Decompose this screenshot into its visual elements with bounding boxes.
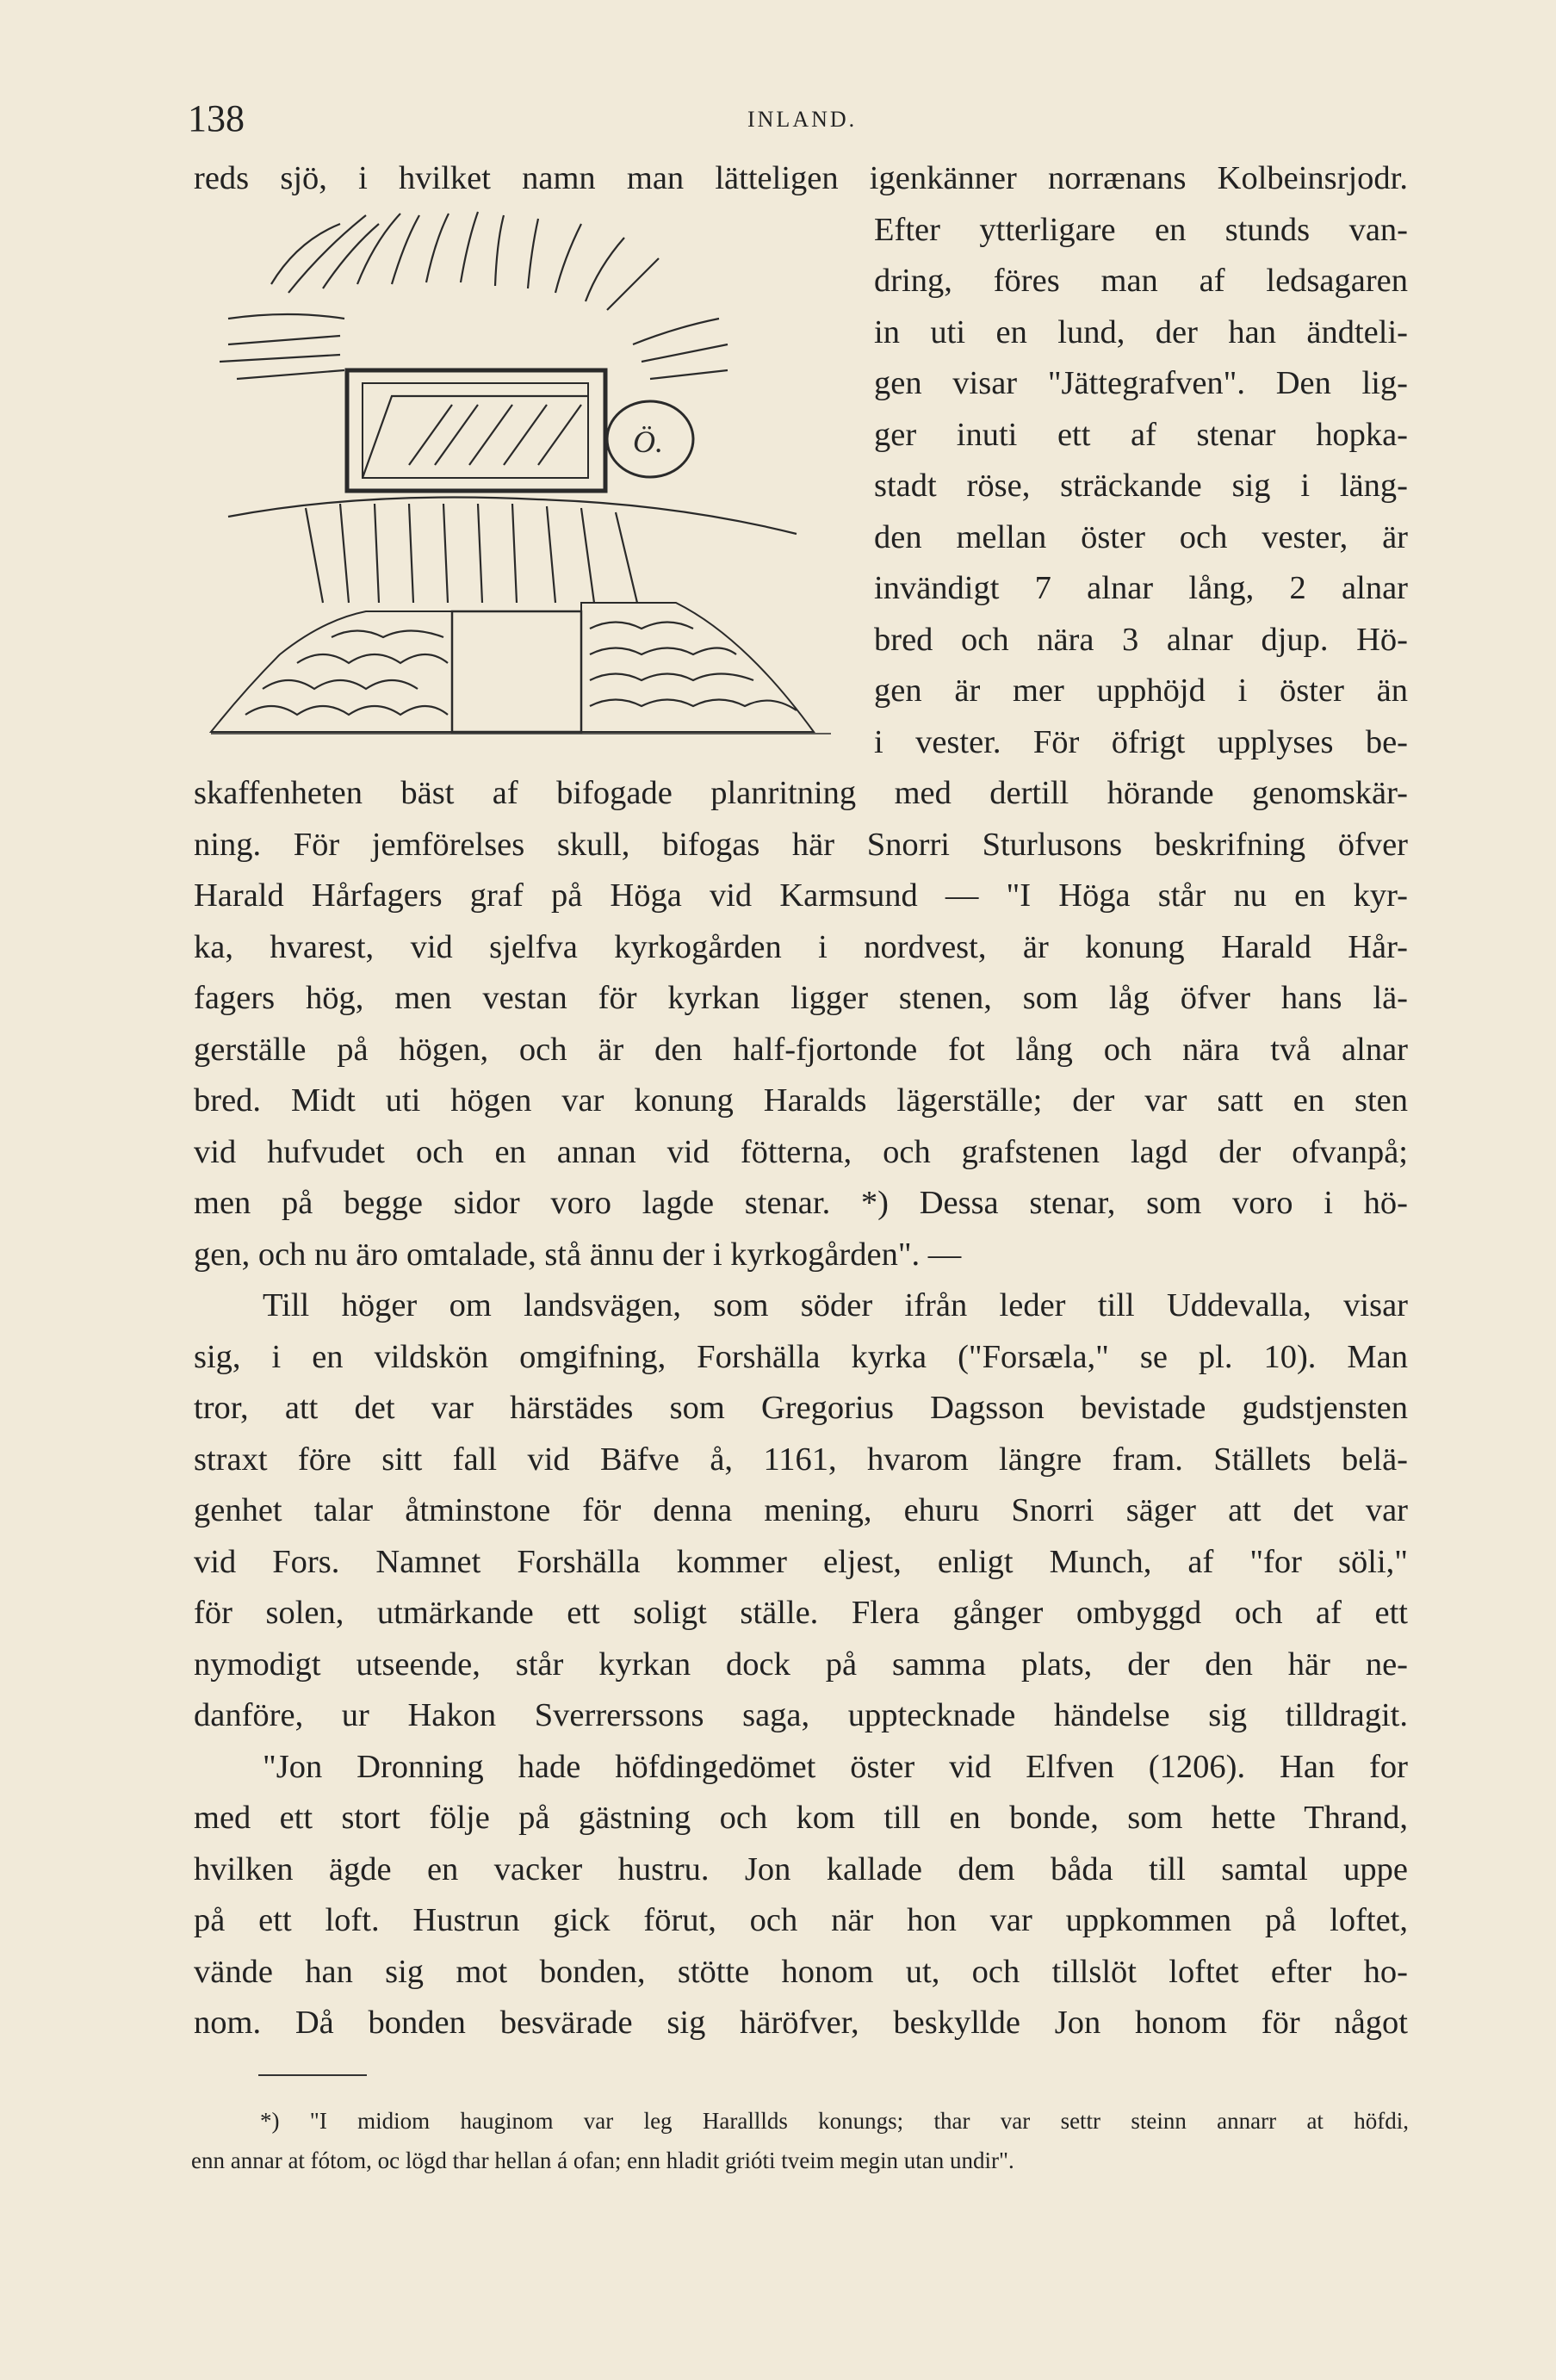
text-line: med ett stort följe på gästning och kom till en bonde, som hette Thrand, [194,1800,1408,1836]
text-line: stadt röse, sträckande sig i läng- [874,468,1408,504]
text-line: vände han sig mot bonden, stötte honom ut, och tillslöt loftet efter ho- [194,1953,1408,1990]
text-line: bred och nära 3 alnar djup. Hö- [874,621,1408,658]
text-line: ger inuti ett af stenar hopka- [874,416,1408,453]
text-line: sig, i en vildskön omgifning, Forshälla kyrka ("Forsæla," se pl. 10). Man [194,1338,1408,1375]
text-line: gen visar "Jättegrafven". Den lig- [874,365,1408,401]
text-line: in uti en lund, der han ändteli- [874,313,1408,350]
page-number: 138 [188,97,245,139]
text-line: gen, och nu äro omtalade, stå ännu der i kyrkogården". — [194,1236,962,1273]
running-head: INLAND. [747,107,858,132]
text-line: danföre, ur Hakon Sverrerssons saga, upptecknade händelse sig tilldragit. [194,1697,1408,1733]
footnote-rule [258,2074,367,2076]
text-line: straxt före sitt fall vid Bäfve å, 1161, hvarom längre fram. Ställets belä- [194,1441,1408,1478]
text-line: men på begge sidor voro lagde stenar. *) Dessa stenar, som voro i hö- [194,1185,1408,1221]
footnote-line: enn annar at fótom, oc lögd thar hellan á ofan; enn hladit grióti tveim megin utan undir". [191,2148,1014,2173]
footnote-line: *) "I midiom hauginom var leg Haralllds konungs; thar var settr steinn annarr at höfdi, [260,2108,1409,2134]
text-line: invändigt 7 alnar lång, 2 alnar [874,570,1408,606]
text-line: fagers hög, men vestan för kyrkan ligger stenen, som låg öfver hans lä- [194,980,1408,1016]
text-line: Harald Hårfagers graf på Höga vid Karmsund — "I Höga står nu en kyr- [194,877,1408,914]
text-line: bred. Midt uti högen var konung Haralds lägerställe; der var satt en sten [194,1082,1408,1119]
text-line: "Jon Dronning hade höfdingedömet öster vid Elfven (1206). Han for [263,1748,1408,1785]
text-line: hvilken ägde en vacker hustru. Jon kallade dem båda till samtal uppe [194,1850,1408,1887]
text-line: reds sjö, i hvilket namn man lätteligen igenkänner norrænans Kolbeinsrjodr. [194,160,1408,196]
text-line: skaffenheten bäst af bifogade planritning med dertill hörande genomskär- [194,775,1408,811]
footnote [191,2101,1409,2180]
page-header [188,96,1410,148]
text-line: tror, att det var härstädes som Gregorius Dagsson bevistade gudstjensten [194,1390,1408,1426]
text-line: i vester. För öfrigt upplyses be- [874,723,1408,760]
text-line: vid Fors. Namnet Forshälla kommer eljest, enligt Munch, af "for söli," [194,1543,1408,1580]
text-line: nymodigt utseende, står kyrkan dock på samma plats, der den här ne- [194,1646,1408,1683]
text-line: gen är mer upphöjd i öster än [874,672,1408,709]
text-line: nom. Då bonden besvärade sig häröfver, beskyllde Jon honom för något [194,2005,1408,2041]
text-line: för solen, utmärkande ett soligt ställe. Flera gånger ombyggd och af ett [194,1595,1408,1631]
text-line: genhet talar åtminstone för denna mening, ehuru Snorri säger att det var [194,1492,1408,1528]
figure-label: Ö. [633,425,663,459]
text-line: vid hufvudet och en annan vid fötterna, och grafstenen lagd der ofvanpå; [194,1133,1408,1170]
text-line: ka, hvarest, vid sjelfva kyrkogården i nordvest, är konung Harald Hår- [194,928,1408,965]
text-line: på ett loft. Hustrun gick förut, och när hon var uppkommen på loftet, [194,1902,1408,1938]
text-line: gerställe på högen, och är den half-fjortonde fot lång och nära två alnar [194,1031,1408,1068]
text-line: dring, föres man af ledsagaren [874,263,1408,299]
text-line: den mellan öster och vester, är [874,518,1408,555]
body-text [194,153,1408,2049]
text-line: ning. För jemförelses skull, bifogas här Snorri Sturlusons beskrifning öfver [194,826,1408,863]
text-line: Efter ytterligare en stunds van- [874,211,1408,248]
text-line: Till höger om landsvägen, som söder ifrån leder till Uddevalla, visar [263,1287,1408,1323]
